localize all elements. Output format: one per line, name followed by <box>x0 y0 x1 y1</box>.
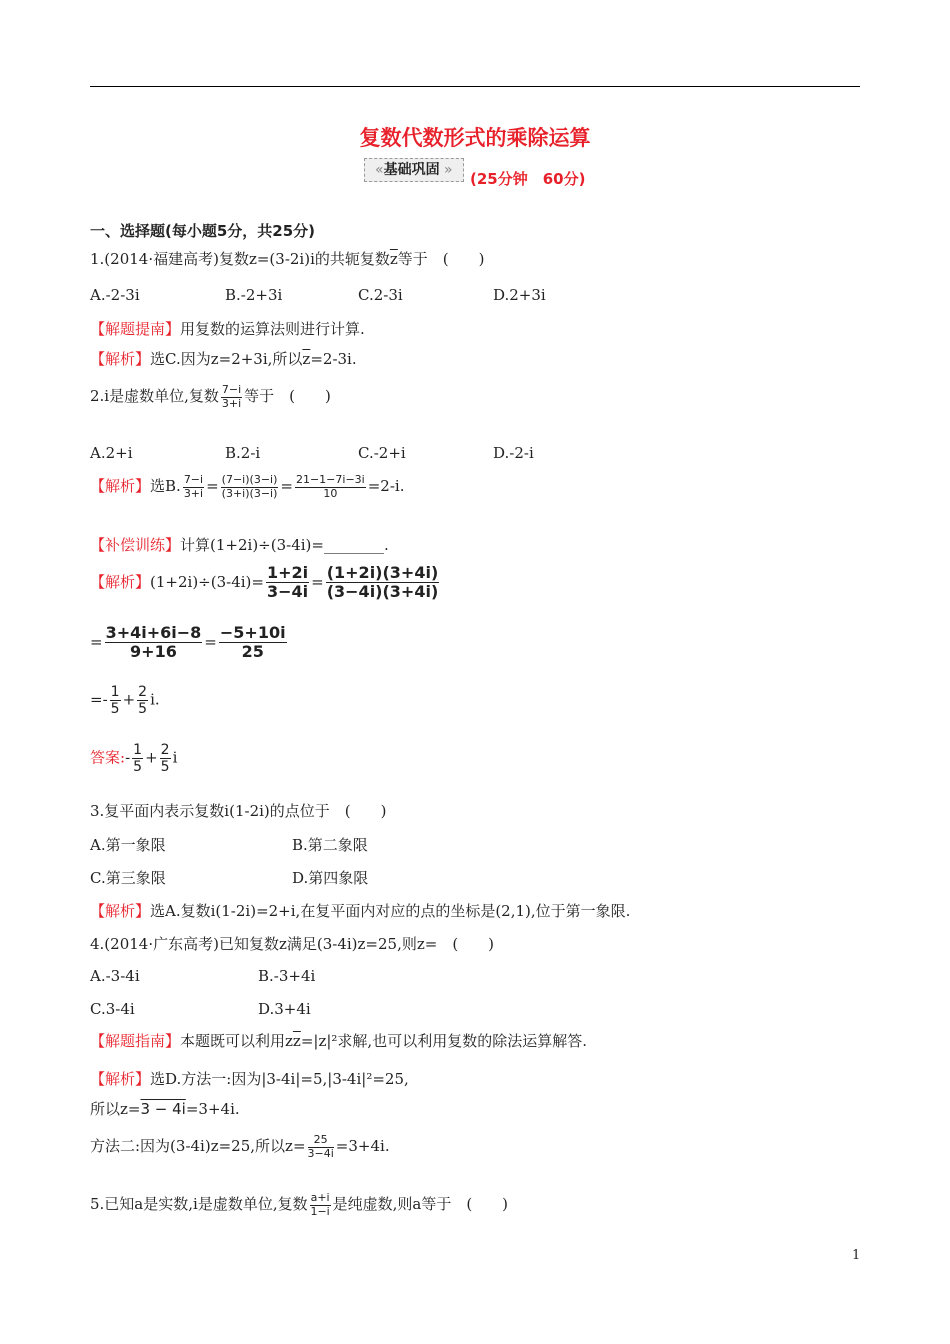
extra-solution-3: =- $\frac{1}{5}$ + $\frac{2}{5}$ i. <box>90 684 160 718</box>
q2-solution: 【解析】选B. $\frac{7-i}{3+i}$ = $\frac{(7-i)(3-i)}{(3+i)(3-i)}$ = $\frac{21-1-7i-3i}{10}$ =2-i. <box>90 473 405 500</box>
q1-hint: 【解题提南】用复数的运算法则进行计算. <box>90 320 365 338</box>
q1-option-b: B.-2+3i <box>225 286 283 304</box>
q2-option-d: D.-2-i <box>493 444 534 462</box>
q4-option-c: C.3-4i <box>90 1000 135 1018</box>
q4-solution-2: 所以z=3 − 4i=3+4i. <box>90 1100 240 1118</box>
q2-option-a: A.2+i <box>90 444 133 462</box>
q3-option-d: D.第四象限 <box>292 869 369 887</box>
top-rule <box>90 86 860 87</box>
q3-stem: 3.复平面内表示复数i(1-2i)的点位于 ( ) <box>90 802 387 820</box>
extra-answer: 答案:- $\frac{1}{5}$ + $\frac{2}{5}$ i <box>90 742 178 776</box>
q4-hint: 【解题指南】本题既可以利用$z\overline{z}=|z|^2$求解,也可以利用复数的除法运算解答. <box>90 1032 587 1050</box>
q3-option-a: A.第一象限 <box>90 836 166 854</box>
q2-stem: 2.i是虚数单位,复数 $\frac{7-i}{3+i}$ 等于 ( ) <box>90 383 331 410</box>
q4-option-a: A.-3-4i <box>90 967 140 985</box>
extra-training: 【补偿训练】计算(1+2i)÷(3-4i)=________. <box>90 536 389 554</box>
q4-option-d: D.3+4i <box>258 1000 311 1018</box>
q1-solution: 【解析】选C.因为z=2+3i,所以$\overline{z}=2-3i$. <box>90 350 357 368</box>
q4-solution-3: 方法二:因为(3-4i)z=25,所以z= $\frac{25}{3-4i}$ =3+4i. <box>90 1133 390 1160</box>
section-badge: « 基础巩固 » <box>364 158 464 182</box>
q1-stem: 1.(2014·福建高考)复数z=(3-2i)i的共轭复数$\overline{z}$等于 ( ) <box>90 250 485 268</box>
q3-option-b: B.第二象限 <box>292 836 368 854</box>
time-note: (25分钟 60分) <box>470 170 586 188</box>
extra-solution-1: 【解析】(1+2i)÷(3-4i)= $\frac{1+2i}{3-4i}$ = $\frac{(1+2i)(3+4i)}{(3-4i)(3+4i)}$ <box>90 563 439 602</box>
page-number: 1 <box>852 1248 861 1263</box>
q1-option-a: A.-2-3i <box>90 286 140 304</box>
extra-solution-2: = $\frac{3+4i+6i-8}{9+16}$ = $\frac{-5+10i}{25}$ <box>90 623 286 662</box>
q2-option-b: B.2-i <box>225 444 261 462</box>
q1-option-d: D.2+3i <box>493 286 546 304</box>
q4-stem: 4.(2014·广东高考)已知复数z满足(3-4i)z=25,则z= ( ) <box>90 935 495 953</box>
q1-option-c: C.2-3i <box>358 286 403 304</box>
q3-solution: 【解析】选A.复数i(1-2i)=2+i,在复平面内对应的点的坐标是(2,1),位于第一象限. <box>90 902 631 920</box>
q4-solution-1: 【解析】选D.方法一:因为|3-4i|=5,|3-4i|²=25, <box>90 1070 409 1088</box>
page-title: 复数代数形式的乘除运算 <box>359 126 591 150</box>
section-heading: 一、选择题(每小题5分，共25分) <box>90 222 316 240</box>
q3-option-c: C.第三象限 <box>90 869 166 887</box>
q5-stem: 5.已知a是实数,i是虚数单位,复数 $\frac{a+i}{1-i}$ 是纯虚数,则a等于 ( ) <box>90 1191 509 1218</box>
q2-option-c: C.-2+i <box>358 444 406 462</box>
q4-option-b: B.-3+4i <box>258 967 316 985</box>
